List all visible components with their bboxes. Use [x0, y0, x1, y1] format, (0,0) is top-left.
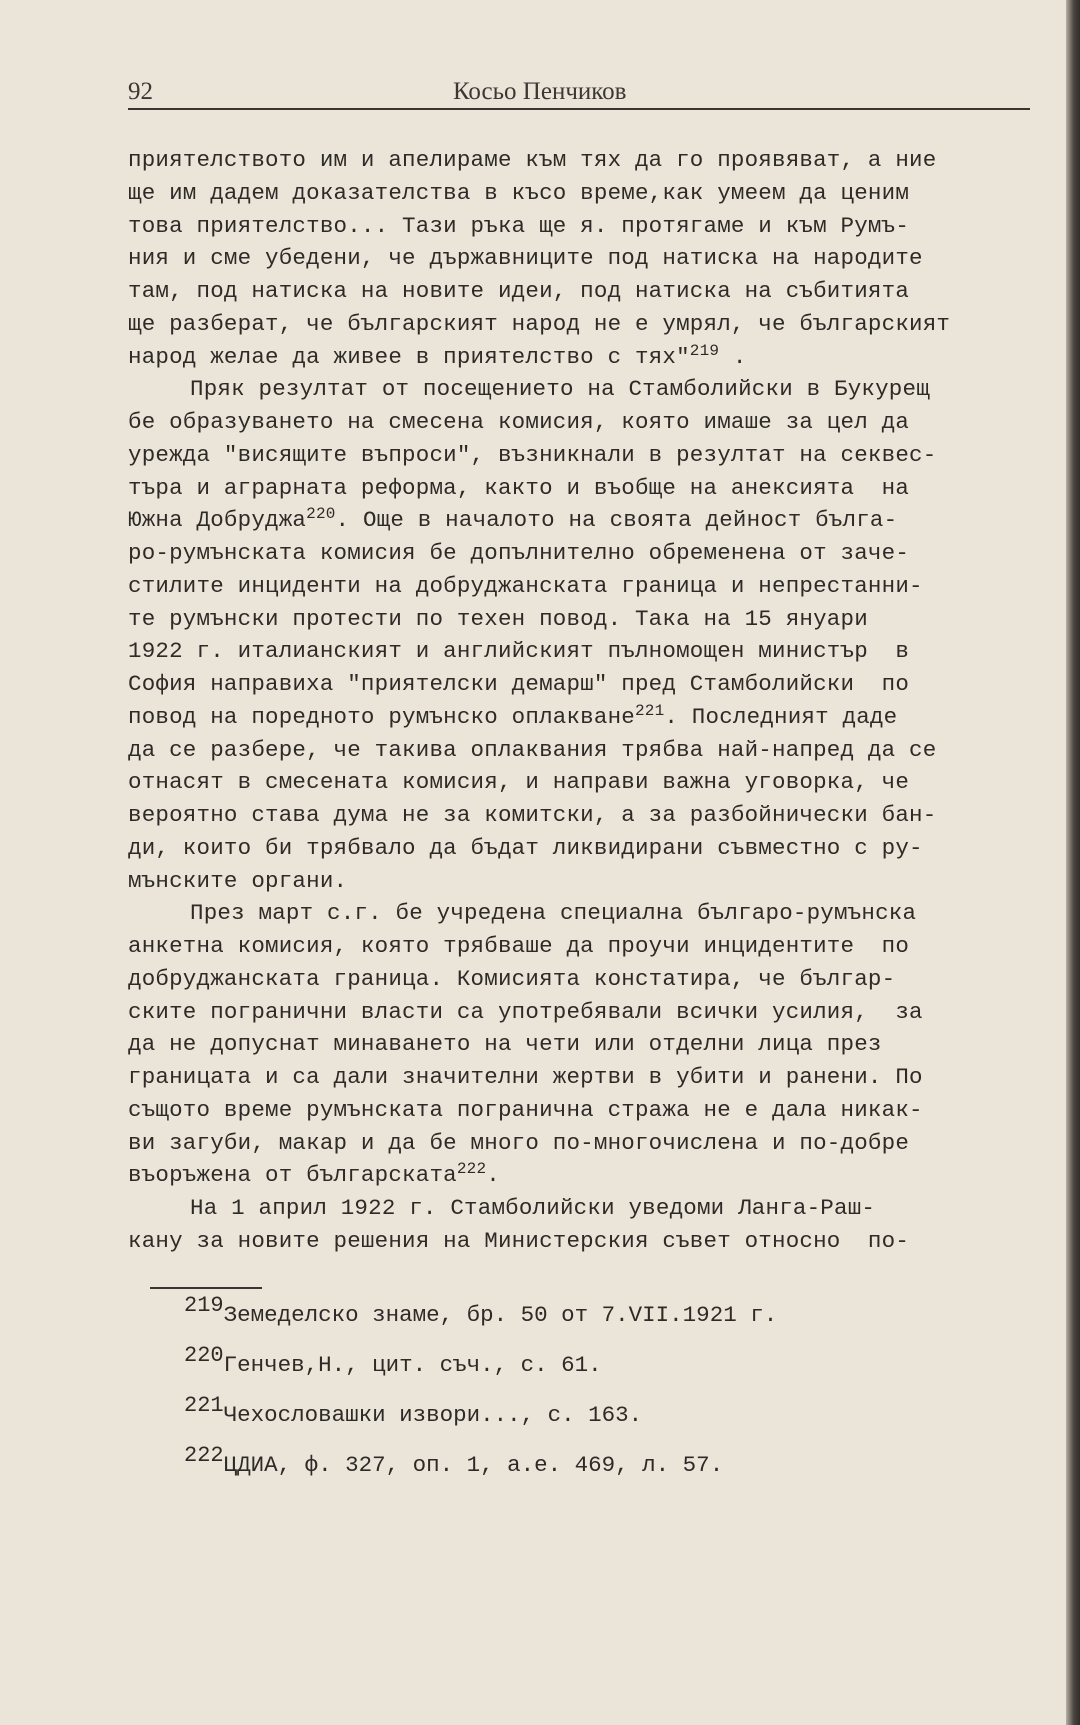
line-text: добруджанската граница. Комисията констатира, че българ-	[128, 965, 896, 992]
footnote-reference: 221	[634, 701, 665, 720]
footnote-reference: 222	[456, 1160, 487, 1179]
text-line	[128, 1094, 1034, 1127]
text-line	[128, 570, 1034, 603]
line-text: Пряк резултат от посещението на Стамболийски в Букурещ	[190, 376, 930, 403]
text-line	[128, 1061, 1034, 1094]
text-line	[128, 439, 1034, 472]
footnote-number: 221	[184, 1393, 224, 1418]
line-text: същото време румънската погранична стража не е дала никак-	[128, 1096, 923, 1123]
running-header	[128, 78, 1030, 110]
footnote	[184, 1343, 1024, 1402]
footnote-text: Земеделско знаме, бр. 50 от 7.VII.1921 г.	[223, 1302, 778, 1328]
text-line	[128, 275, 1034, 308]
line-text: да се разбере, че такива оплаквания трябва най-напред да се	[128, 736, 937, 763]
text-line	[128, 668, 1034, 701]
line-text: кану за новите решения на Министерския съвет относно по-	[128, 1227, 910, 1254]
line-text-continued: . Последният даде	[664, 703, 898, 730]
text-line	[128, 406, 1034, 439]
text-line	[128, 799, 1034, 832]
text-line	[128, 537, 1034, 570]
text-line	[128, 734, 1034, 767]
text-line	[128, 996, 1034, 1029]
line-text: мънските органи.	[128, 867, 348, 894]
line-text: повод на поредното румънско оплакване	[128, 703, 635, 730]
line-text: ди, които би трябвало да бъдат ликвидирани съвместно с ру-	[128, 834, 923, 861]
line-text: отнасят в смесената комисия, и направи важна уговорка, че	[128, 769, 910, 796]
footnote-text: ЦДИА, ф. 327, оп. 1, а.е. 469, л. 57.	[223, 1452, 724, 1478]
footnote-reference: 219	[689, 341, 720, 360]
text-line	[128, 1127, 1034, 1160]
footnote	[184, 1443, 1024, 1502]
text-line	[128, 930, 1034, 963]
main-text	[128, 144, 1034, 1258]
text-line	[128, 1159, 1034, 1192]
text-line	[128, 504, 1034, 537]
line-text: те румънски протести по техен повод. Така на 15 януари	[128, 605, 868, 632]
line-text: народ желае да живее в приятелство с тях"	[128, 343, 690, 370]
line-text: търа и аграрната реформа, както и въобще на анексията на	[128, 474, 910, 501]
line-text-continued: . Още в началото на своята дейност бълга-	[335, 507, 898, 534]
text-line	[128, 210, 1034, 243]
line-text: На 1 април 1922 г. Стамболийски уведоми Ланга-Раш-	[190, 1195, 876, 1221]
line-text-continued: .	[486, 1162, 500, 1189]
footnote	[184, 1393, 1024, 1452]
line-text: ви загуби, макар и да бе много по-многочислена и по-добре	[128, 1129, 910, 1156]
text-line	[128, 897, 1034, 930]
footnote-number: 219	[184, 1293, 224, 1318]
text-line	[128, 701, 1034, 734]
line-text: въоръжена от българската	[128, 1162, 457, 1189]
footnote-number: 222	[184, 1443, 224, 1468]
line-text-continued: .	[719, 343, 747, 370]
line-text: анкетна комисия, която трябваше да проучи инцидентите по	[128, 933, 910, 959]
book-spine-shadow	[1066, 0, 1080, 1725]
footnote-separator	[150, 1287, 262, 1289]
text-line	[128, 308, 1034, 341]
line-text: ще им дадем доказателства в късо време,как умеем да ценим	[128, 179, 910, 206]
text-line	[128, 865, 1034, 898]
line-text: 1922 г. италианският и английският пълномощен министър в	[128, 638, 910, 665]
footnote-text: Генчев,Н., цит. съч., с. 61.	[223, 1352, 602, 1378]
running-head-author: Косьо Пенчиков	[453, 78, 627, 105]
line-text: ния и сме убедени, че държавниците под натиска на народите	[128, 245, 923, 272]
line-text: През март с.г. бе учредена специална българо-румънска	[190, 900, 917, 927]
text-line	[128, 177, 1034, 210]
line-text: урежда "висящите въпроси", възникнали в резултат на секвес-	[128, 441, 937, 468]
text-line	[128, 1192, 1034, 1225]
text-line	[128, 472, 1034, 505]
text-line	[128, 242, 1034, 275]
footnotes	[184, 1293, 1024, 1502]
text-line	[128, 341, 1034, 374]
line-text: ските погранични власти са употребявали всички усилия, за	[128, 998, 923, 1025]
footnote-reference: 220	[306, 505, 336, 524]
footnote-number: 220	[184, 1343, 224, 1368]
line-text: ще разберат, че българският народ не е умрял, че българският	[128, 310, 951, 337]
line-text: да не допуснат минаването на чети или отделни лица през	[128, 1031, 882, 1058]
line-text: Южна Добруджа	[128, 507, 307, 534]
text-line	[128, 144, 1034, 177]
footnote	[184, 1293, 1024, 1352]
line-text: приятелството им и апелираме към тях да го проявяват, а ние	[128, 147, 937, 173]
text-line	[128, 373, 1034, 406]
line-text: там, под натиска на новите идеи, под натиска на събитията	[128, 278, 910, 304]
text-line	[128, 1225, 1034, 1258]
line-text: стилите инциденти на добруджанската граница и непрестанни-	[128, 572, 923, 599]
text-line	[128, 766, 1034, 799]
line-text: границата и са дали значителни жертви в убити и ранени. По	[128, 1064, 923, 1090]
text-line	[128, 635, 1034, 668]
text-line	[128, 603, 1034, 636]
line-text: бе образуването на смесена комисия, която имаше за цел да	[128, 409, 910, 435]
footnote-text: Чехословашки извори..., с. 163.	[223, 1402, 643, 1428]
text-line	[128, 963, 1034, 996]
line-text: ро-румънската комисия бе допълнително обременена от заче-	[128, 540, 910, 566]
line-text: това приятелство... Тази ръка ще я. протягаме и към Румъ-	[128, 212, 910, 239]
line-text: София направиха "приятелски демарш" пред Стамболийски по	[128, 671, 910, 697]
line-text: вероятно става дума не за комитски, а за разбойнически бан-	[128, 802, 937, 828]
text-line	[128, 1028, 1034, 1061]
text-line	[128, 832, 1034, 865]
page-number: 92	[128, 78, 153, 105]
